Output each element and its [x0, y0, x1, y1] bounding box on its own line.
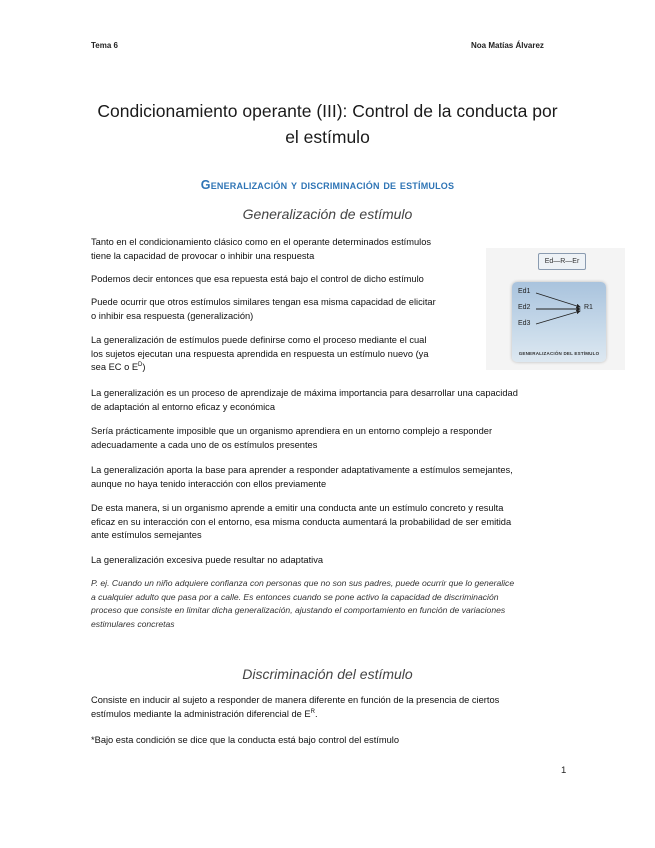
example-line: a cualquier adulto que pasa por a calle. Es entonces cuando se pone activo la capacidad de discriminación: [91, 591, 499, 602]
section-title: Generalización y discriminación de estímulos: [200, 178, 455, 192]
arrow-ed1: [536, 293, 580, 307]
diagram-caption: GENERALIZACIÓN DEL ESTÍMULO: [518, 351, 600, 356]
text-run: estímulos mediante la administración diferencial de E: [91, 708, 311, 719]
paragraph-line: [91, 362, 145, 372]
example-paragraph: [91, 577, 566, 631]
text-run: .: [314, 708, 318, 719]
diagram-panel: [512, 282, 606, 362]
paragraph-line: [91, 709, 318, 719]
header-left: Tema 6: [91, 41, 118, 50]
example-line: proceso que consiste en limitar dicha generalización, ajustando el comportamiento en función de variaciones: [91, 605, 506, 615]
paragraph-line: La generalización aporta la base para aprender a responder adaptativamente a estímulos semejantes,: [91, 465, 513, 475]
superscript: D: [138, 361, 143, 368]
paragraph: [91, 236, 431, 263]
paragraph-line: o inhibir esa respuesta (generalización): [91, 310, 254, 321]
paragraph-line: Consiste en inducir al sujeto a responder de manera diferente en función de la presencia de ciertos: [91, 695, 500, 705]
subheading-generalizacion: Generalización de estímulo: [242, 206, 413, 222]
paragraph: *Bajo esta condición se dice que la conducta está bajo control del estímulo: [91, 735, 400, 745]
text-run: sea EC o E: [91, 362, 139, 372]
paragraph-line: adecuadamente a cada uno de os estímulos presentes: [91, 439, 318, 450]
text-run: ): [142, 362, 146, 372]
arrow-ed3: [536, 311, 580, 324]
paragraph-line: de adaptación al entorno eficaz y económica: [91, 401, 275, 412]
example-line: estimulares concretas: [91, 618, 175, 629]
paragraph-line: La generalización es un proceso de aprendizaje de máxima importancia para desarrollar una capacidad: [91, 388, 518, 398]
paragraph: [91, 296, 436, 323]
paragraph-line: Puede ocurrir que otros estímulos similares tengan esa misma capacidad de elicitar: [91, 297, 436, 307]
superscript: R: [310, 708, 315, 715]
paragraph: [91, 502, 511, 543]
title-line-1: Condicionamiento operante (III): Control de la conducta por: [97, 101, 558, 121]
title-line-2: el estímulo: [285, 127, 370, 147]
diagram-arrows: [512, 282, 606, 352]
header-right: Noa Matías Álvarez: [471, 41, 544, 50]
paragraph-line: los sujetos ejecutan una respuesta aprendida en respuesta un estímulo nuevo (ya: [91, 348, 429, 359]
diagram-ed3-label: Ed3: [518, 320, 531, 327]
diagram-ed1-label: Ed1: [518, 288, 531, 295]
paragraph: La generalización excesiva puede resultar no adaptativa: [91, 555, 324, 565]
diagram-r1-label: R1: [584, 304, 593, 311]
paragraph-line: Sería prácticamente imposible que un organismo aprendiera en un entorno complejo a responder: [91, 426, 493, 436]
paragraph-line: ante estímulos semejantes: [91, 530, 202, 540]
paragraph: Podemos decir entonces que esa repuesta está bajo el control de dicho estímulo: [91, 274, 424, 284]
paragraph-line: aunque no haya tenido interacción con ellos previamente: [91, 478, 327, 489]
paragraph-line: eficaz en su interacción con el entorno, esa misma conducta aumentará la probabilidad de ser emitida: [91, 516, 512, 527]
diagram-ed2-label: Ed2: [518, 304, 531, 311]
subheading-discriminacion: Discriminación del estímulo: [242, 666, 413, 682]
paragraph: [91, 334, 429, 375]
paragraph-line: La generalización de estímulos puede definirse como el proceso mediante el cual: [91, 335, 427, 345]
paragraph: [91, 425, 492, 452]
diagram-top-label: Ed—R—Er: [538, 253, 586, 270]
example-line: P. ej. Cuando un niño adquiere confianza con personas que no son sus padres, puede ocurrir que lo generalice: [91, 578, 515, 588]
paragraph-line: De esta manera, si un organismo aprende a emitir una conducta ante un estímulo concreto y resulta: [91, 503, 504, 513]
page-number: 1: [561, 765, 567, 776]
paragraph-line: Tanto en el condicionamiento clásico como en el operante determinados estímulos: [91, 237, 432, 247]
paragraph: [91, 464, 513, 491]
generalization-diagram: [486, 248, 625, 370]
page-title: [80, 98, 575, 150]
paragraph: [91, 694, 499, 721]
paragraph: [91, 387, 518, 414]
paragraph-line: tiene la capacidad de provocar o inhibir una respuesta: [91, 250, 315, 261]
